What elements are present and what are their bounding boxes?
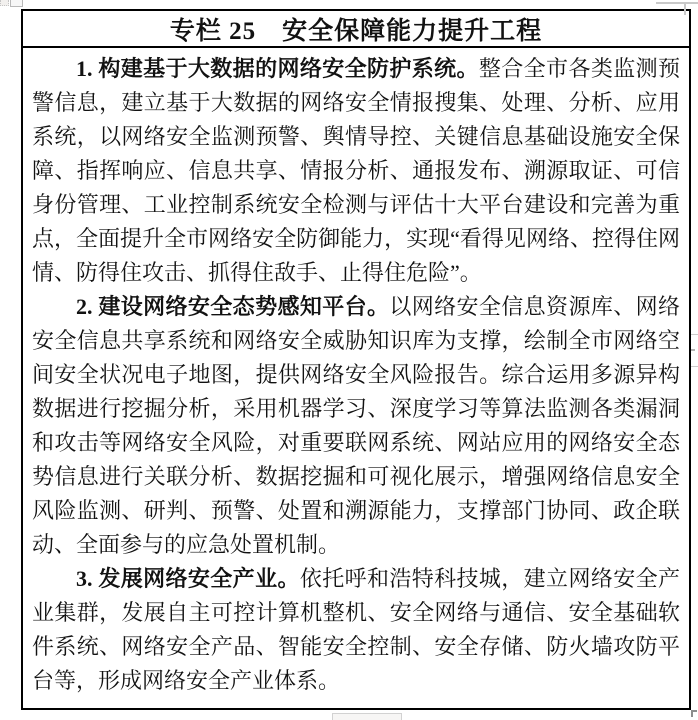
paragraph-3-text: 依托呼和浩特科技城，建立网络安全产业集群，发展自主可控计算机整机、安全网络与通信、安全基础软件系统、网络安全产品、智能安全控制、安全存储、防火墙攻防平台等，形成网络安全产业体系。 bbox=[32, 566, 680, 693]
paragraph-2 bbox=[32, 290, 680, 562]
boxed-panel bbox=[21, 9, 691, 710]
ui-artifact-top-right-corner bbox=[684, 2, 686, 15]
paragraph-1 bbox=[32, 52, 680, 290]
panel-body bbox=[23, 48, 689, 698]
panel-title: 专栏 25 安全保障能力提升工程 bbox=[169, 17, 543, 45]
panel-title-bar bbox=[23, 11, 689, 48]
ui-artifact-bottom-right-mark bbox=[691, 710, 697, 717]
ui-artifact-top-left-handle bbox=[10, 0, 23, 7]
paragraph-3-lead: 3. 发展网络安全产业。 bbox=[76, 566, 300, 591]
paragraph-3 bbox=[32, 562, 680, 698]
ui-artifact-top-left-outer bbox=[0, 0, 9, 6]
paragraph-1-text: 整合全市各类监测预警信息，建立基于大数据的网络安全情报搜集、处理、分析、应用系统，以网络安全监测预警、舆情导控、关键信息基础设施安全保障、指挥响应、信息共享、情报分析、通报发布、溯源取证、可信身份管理、工业控制系统安全检测与评估十大平台建设和完善为重点，全面提升全市网络安全防御能力，实现“看得见网络、控得住网情、防得住攻击、抓得住敌手、止得住危险”。 bbox=[32, 56, 680, 285]
ui-artifact-top-right-edge bbox=[656, 2, 698, 4]
paragraph-1-lead: 1. 构建基于大数据的网络安全防护系统。 bbox=[76, 56, 479, 81]
paragraph-2-text: 以网络安全信息资源库、网络安全信息共享系统和网络安全威胁知识库为支撑，绘制全市网络空间安全状况电子地图，提供网络安全风险报告。综合运用多源异构数据进行挖掘分析，采用机器学习、深度学习等算法监测各类漏洞和攻击等网络安全风险，对重要联网系统、网站应用的网络安全态势信息进行关联分析、数据挖掘和可视化展示，增强网络信息安全风险监测、研判、预警、处置和溯源能力，支撑部门协同、政企联动、全面参与的应急处置机制。 bbox=[32, 294, 680, 557]
paragraph-2-lead: 2. 建设网络安全态势感知平台。 bbox=[76, 294, 390, 319]
ui-artifact-scrollbar-fragment bbox=[691, 334, 698, 367]
